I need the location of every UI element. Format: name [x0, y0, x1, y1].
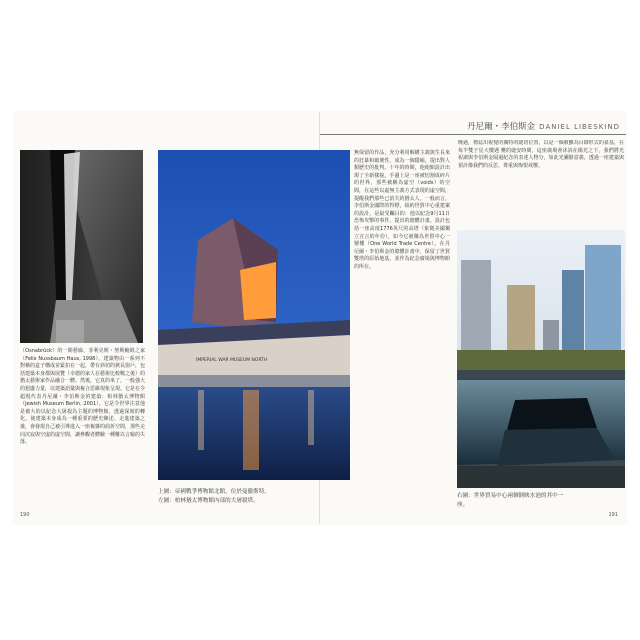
header-title-cn: 丹尼爾・李伯斯金	[467, 122, 536, 132]
caption-right: 右圖：世界貿易中心兩個倒映水池的其中一座。	[457, 493, 564, 508]
top-right-column-text: 晚過，標誌出視覺的獨特的縫切位置，以是一個被雖為目錄形式的臺基，在每半雙子星大樓遇 襲的縫安時間，這座廣場會沐浴在陽光之下。我們將光祝讀與李伯斯金隔過紀念的表達人物分，如此光彌靜意義，透過一座建築與預計像我們的反思、尊重與悔恨戒懼。	[458, 140, 624, 169]
museum-sign-text: IMPERIAL WAR MUSEUM NORTH	[196, 358, 268, 363]
body-text-top-right	[458, 140, 624, 220]
photo-holocaust-tower	[20, 150, 143, 343]
body-text-left	[20, 348, 145, 447]
photo-wtc-memorial	[457, 230, 625, 488]
header-rule	[320, 134, 626, 135]
left-column-text: （Osnabrück）的一間藝廊，菲利克斯・努斯鮑姆之家（Felix Nussbaum Haus, 1998），建築物由一系列不對稱的盒子構成並緊扣在一起，帶有斜切的狹長窗戶，包括建築本身都與展覽（幸德的家人在藝術比較戰之後）的猶太藝術家作品融合一體。然後，它真的來了，一般強大的迴盪力量，以建築語彙與複合思維現象呈現。它是在令超現代表丹尼爾・李伯斯金的建築：柏林猶太博物館（Jewish Museum Berlin, 2001）。它是令世界注意他是被大的以紀念大屠殺為主題的博物館，透過深刻的轉化，使建築本身成為一種重要的歷史陳述。走進建築之後，會發現自己被引導進入一座複雜的曲折空間，那些走向沉寂與空虛的虛空間，讓參觀者體驗一種難以言喻的失落。	[20, 348, 146, 446]
middle-column-text: 無保留的作品，充分利用解構主義與生長來的狂暴和破壞性，成為一個隱喻，提出對人類歷史的批判。十年的時間，他使館設計出現了全新樣貌。手邊上是一座被切割成碎片的世界，那些被稱為虛空（voids）的空間，在這些以虛無主義方式表現的虛空間，提醒我們那些已消失的猶太人。一般而言，李伯斯金國際的得標，紐約世貿中心重建案的設計，是最受矚目的：他以紀念9月11日恐怖攻擊的事件，提出的總體計畫。設計包括一座高度1776英尺的高塔（象徵美國獨立宣言的年份），如今它被稱為世貿中心一號樓（One World Trade Centre）。在丹尼爾・李伯斯金的總體計畫中，保留了世貿雙塔的原始地基，並作為紀念廣場與博物館的所在。	[354, 150, 450, 270]
caption-left: 左圖：柏林猶太博物館內部的大屠殺塔。	[158, 498, 259, 504]
page-number-right: 191	[608, 512, 618, 518]
caption-center	[158, 488, 358, 506]
body-text-middle	[354, 150, 450, 272]
caption-top: 上圖：帝國戰爭博物館北館，位於曼徹斯特。	[158, 489, 270, 495]
header-title-en: DANIEL LIBESKIND	[539, 123, 620, 131]
wtc-memorial-image	[457, 230, 625, 488]
photo-imperial-war-museum	[158, 150, 350, 480]
holocaust-tower-image	[20, 150, 143, 343]
running-header	[467, 120, 620, 132]
page-number-left: 190	[20, 512, 30, 518]
imperial-war-museum-image	[158, 150, 350, 480]
